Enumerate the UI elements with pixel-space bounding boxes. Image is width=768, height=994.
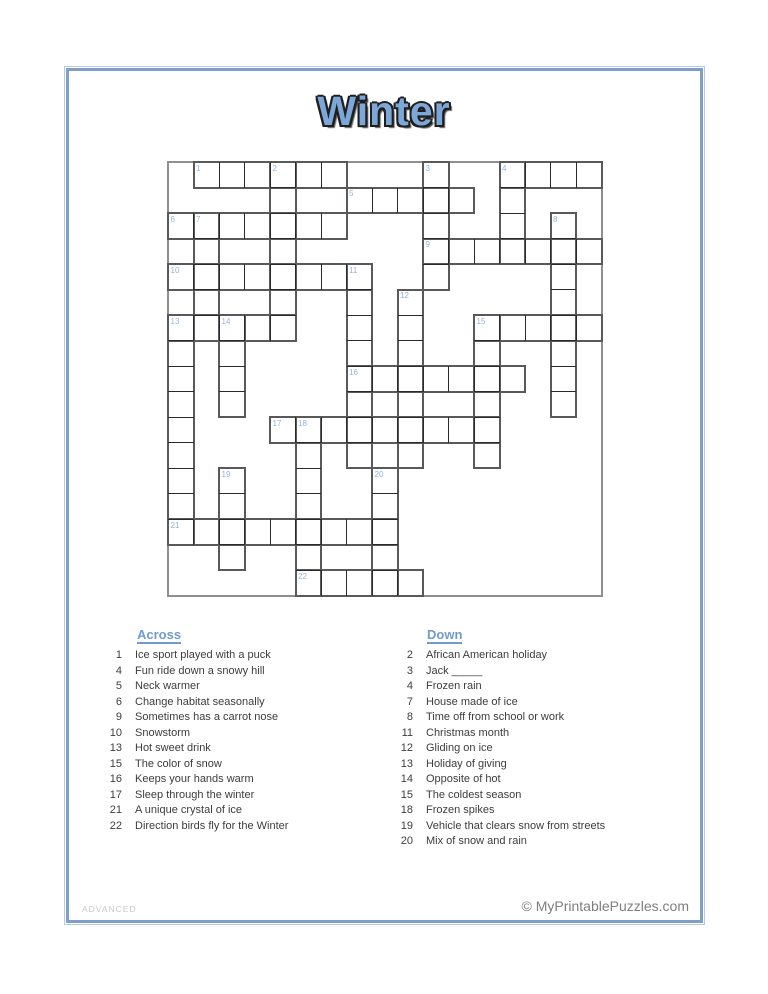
cell-separator xyxy=(551,366,577,367)
cell-number: 14 xyxy=(221,316,231,326)
cell-separator xyxy=(270,315,271,341)
clue-text: Vehicle that clears snow from streets xyxy=(426,819,606,832)
clue-text: Jack _____ xyxy=(426,664,483,677)
cell-separator xyxy=(295,417,296,443)
cell-separator xyxy=(321,213,322,239)
cell-separator xyxy=(270,238,296,239)
cell-separator xyxy=(194,289,220,290)
cell-separator xyxy=(398,366,424,367)
clue-number: 12 xyxy=(400,742,413,754)
cell-separator xyxy=(474,366,500,367)
clue-text: Time off from school or work xyxy=(426,711,565,723)
clue-item xyxy=(387,679,605,695)
cell-separator xyxy=(346,570,347,596)
clue-number: 2 xyxy=(406,649,413,661)
cell-separator xyxy=(194,238,220,239)
clue-number: 19 xyxy=(400,819,413,832)
clue-text: Opposite of hot xyxy=(426,773,501,785)
cell-separator xyxy=(551,315,577,316)
cell-separator xyxy=(525,162,526,188)
cell-separator xyxy=(372,544,398,545)
clue-text: Ice sport played with a puck xyxy=(135,649,271,661)
cell-number: 15 xyxy=(476,316,486,326)
cell-number: 9 xyxy=(425,240,430,249)
cell-number: 10 xyxy=(170,265,180,275)
cell-separator xyxy=(244,213,245,239)
cell-separator xyxy=(270,264,296,265)
cell-separator xyxy=(270,187,296,188)
cell-separator xyxy=(500,213,526,214)
cell-number: 18 xyxy=(298,418,307,428)
cell-separator xyxy=(219,391,245,392)
cell-separator xyxy=(372,188,373,214)
word-outline-across xyxy=(167,518,399,546)
clue-number: 18 xyxy=(400,804,413,816)
clue-text: Holiday of giving xyxy=(426,757,507,770)
cell-separator xyxy=(168,442,194,443)
puzzle-title: Winter xyxy=(317,88,451,134)
clue-number: 10 xyxy=(109,726,122,739)
clue-text: African American holiday xyxy=(426,649,548,661)
cell-separator xyxy=(219,340,245,341)
cell-separator xyxy=(347,442,373,443)
clue-text: Sleep through the winter xyxy=(135,788,255,801)
clue-text: Direction birds fly for the Winter xyxy=(135,819,289,832)
clue-number: 17 xyxy=(109,788,122,801)
clue-item xyxy=(96,788,288,804)
cell-separator xyxy=(372,570,373,596)
clue-number: 14 xyxy=(400,773,413,785)
cell-separator xyxy=(168,391,194,392)
cell-separator xyxy=(398,442,424,443)
cell-separator xyxy=(397,188,398,214)
clue-item xyxy=(387,819,605,835)
cell-separator xyxy=(270,213,271,239)
cell-number: 6 xyxy=(170,214,175,224)
cell-separator xyxy=(499,239,500,265)
cell-separator xyxy=(168,493,194,494)
cell-separator xyxy=(168,417,194,418)
clue-number: 5 xyxy=(115,680,122,692)
cell-separator xyxy=(193,264,194,290)
cell-separator xyxy=(423,417,424,443)
clue-text: House made of ice xyxy=(426,695,518,708)
cell-separator xyxy=(372,417,373,443)
cell-separator xyxy=(219,519,220,545)
cell-separator xyxy=(397,417,398,443)
cell-separator xyxy=(398,417,424,418)
clue-text: Frozen spikes xyxy=(426,804,495,816)
cell-separator xyxy=(423,238,449,239)
cell-separator xyxy=(551,391,577,392)
cell-separator xyxy=(219,493,245,494)
word-outline-down xyxy=(422,161,450,291)
cell-separator xyxy=(397,366,398,392)
cell-separator xyxy=(474,340,500,341)
clue-item xyxy=(387,788,605,804)
clue-number: 9 xyxy=(115,711,122,723)
clue-text: Sometimes has a carrot nose xyxy=(135,711,279,723)
cell-separator xyxy=(321,519,322,545)
cell-number: 12 xyxy=(400,291,409,300)
cell-number: 21 xyxy=(170,520,180,530)
clue-item xyxy=(387,803,605,819)
crossword-grid xyxy=(168,162,602,596)
cell-separator xyxy=(244,519,245,545)
cell-separator xyxy=(474,442,500,443)
cell-separator xyxy=(295,519,296,545)
clue-item xyxy=(387,664,605,680)
clue-item xyxy=(96,741,288,757)
cell-separator xyxy=(270,315,296,316)
word-outline-down xyxy=(193,212,221,342)
word-outline-across xyxy=(346,187,476,215)
cell-separator xyxy=(270,289,296,290)
cell-number: 5 xyxy=(349,189,354,198)
clue-number: 20 xyxy=(400,835,413,847)
cell-separator xyxy=(423,366,424,392)
cell-separator xyxy=(347,340,373,341)
clue-number: 4 xyxy=(115,664,122,677)
cell-separator xyxy=(244,264,245,290)
clue-item xyxy=(96,679,288,695)
cell-separator xyxy=(296,442,322,443)
clue-item xyxy=(387,695,605,711)
clue-item xyxy=(96,664,288,680)
across-clue-list xyxy=(96,648,288,834)
clue-text: Christmas month xyxy=(426,726,510,739)
cell-separator xyxy=(576,239,577,265)
cell-separator xyxy=(347,289,373,290)
cell-separator xyxy=(474,391,500,392)
cell-separator xyxy=(193,315,194,341)
cell-separator xyxy=(499,366,500,392)
cell-number: 2 xyxy=(272,163,277,173)
clue-text: Frozen rain xyxy=(426,680,482,692)
clue-item xyxy=(387,648,605,664)
cell-separator xyxy=(397,570,398,596)
cell-separator xyxy=(219,519,245,520)
cell-separator xyxy=(219,162,220,188)
copyright-label: © MyPrintablePuzzles.com xyxy=(521,898,689,914)
cell-separator xyxy=(321,264,322,290)
cell-separator xyxy=(219,366,245,367)
cell-separator xyxy=(270,213,296,214)
clue-item xyxy=(96,757,288,773)
cell-separator xyxy=(296,493,322,494)
clue-item xyxy=(96,819,288,835)
cell-separator xyxy=(551,289,577,290)
clue-text: Snowstorm xyxy=(135,726,191,739)
cell-separator xyxy=(321,570,322,596)
clue-number: 7 xyxy=(406,695,413,708)
cell-separator xyxy=(296,570,322,571)
cell-separator xyxy=(423,264,449,265)
clue-number: 13 xyxy=(109,742,122,754)
cell-separator xyxy=(448,417,449,443)
cell-separator xyxy=(551,238,577,239)
clue-item xyxy=(96,710,288,726)
clue-item xyxy=(387,757,605,773)
cell-separator xyxy=(474,417,500,418)
clue-item xyxy=(96,695,288,711)
down-heading: Down xyxy=(427,627,463,642)
cell-separator xyxy=(448,188,449,214)
cell-separator xyxy=(219,315,220,341)
cell-separator xyxy=(296,544,322,545)
cell-number: 13 xyxy=(170,316,180,326)
across-heading: Across xyxy=(137,627,182,642)
cell-number: 3 xyxy=(425,163,430,173)
cell-separator xyxy=(168,366,194,367)
cell-separator xyxy=(168,340,194,341)
cell-number: 16 xyxy=(349,367,358,377)
clue-number: 4 xyxy=(406,680,413,692)
cell-number: 20 xyxy=(374,469,384,479)
clue-number: 15 xyxy=(400,788,413,801)
cell-separator xyxy=(347,366,373,367)
clue-number: 13 xyxy=(400,757,413,770)
cell-number: 7 xyxy=(196,214,201,224)
clue-text: The color of snow xyxy=(135,757,222,770)
clue-number: 1 xyxy=(115,649,122,661)
cell-separator xyxy=(550,239,551,265)
clue-item xyxy=(96,772,288,788)
cell-separator xyxy=(219,544,245,545)
word-outline-down xyxy=(371,467,399,597)
cell-separator xyxy=(347,315,373,316)
cell-separator xyxy=(296,519,322,520)
cell-separator xyxy=(295,264,296,290)
clue-text: Change habitat seasonally xyxy=(135,695,265,708)
cell-separator xyxy=(398,391,424,392)
cell-separator xyxy=(193,519,194,545)
cell-separator xyxy=(423,187,449,188)
cell-separator xyxy=(244,315,245,341)
cell-number: 11 xyxy=(349,265,358,275)
cell-separator xyxy=(219,213,220,239)
cell-separator xyxy=(550,162,551,188)
cell-separator xyxy=(295,213,296,239)
clue-text: Keeps your hands warm xyxy=(135,773,254,785)
cell-separator xyxy=(219,264,220,290)
cell-separator xyxy=(296,468,322,469)
cell-separator xyxy=(270,162,271,188)
clue-number: 3 xyxy=(406,664,413,677)
cell-separator xyxy=(423,213,449,214)
clue-item xyxy=(387,834,605,850)
cell-separator xyxy=(346,264,347,290)
cell-separator xyxy=(346,519,347,545)
clue-text: Mix of snow and rain xyxy=(426,835,527,847)
cell-separator xyxy=(295,162,296,188)
cell-separator xyxy=(194,315,220,316)
cell-number: 22 xyxy=(298,571,307,581)
clue-item xyxy=(387,772,605,788)
cell-separator xyxy=(372,519,373,545)
cell-separator xyxy=(168,519,194,520)
clue-number: 21 xyxy=(109,804,122,816)
clue-number: 11 xyxy=(401,726,413,739)
clue-text: Neck warmer xyxy=(135,680,200,692)
cell-separator xyxy=(193,213,194,239)
difficulty-label: ADVANCED xyxy=(82,904,137,914)
cell-separator xyxy=(448,239,449,265)
cell-separator xyxy=(525,239,526,265)
cell-separator xyxy=(321,417,322,443)
cell-separator xyxy=(448,366,449,392)
clue-number: 8 xyxy=(406,711,413,723)
cell-separator xyxy=(372,519,398,520)
cell-separator xyxy=(346,417,347,443)
cell-separator xyxy=(372,570,398,571)
cell-separator xyxy=(550,315,551,341)
clue-item xyxy=(96,803,288,819)
cell-number: 17 xyxy=(272,418,282,428)
cell-number: 1 xyxy=(196,163,201,173)
clue-text: Gliding on ice xyxy=(426,742,493,754)
clue-text: The coldest season xyxy=(426,788,522,801)
down-clue-list xyxy=(387,648,605,850)
cell-separator xyxy=(551,340,577,341)
cell-separator xyxy=(474,239,475,265)
cell-number: 8 xyxy=(553,214,558,224)
cell-separator xyxy=(525,315,526,341)
cell-separator xyxy=(168,468,194,469)
cell-separator xyxy=(347,391,373,392)
cell-separator xyxy=(372,366,373,392)
clue-item xyxy=(96,648,288,664)
word-outline-down xyxy=(167,314,195,546)
clue-item xyxy=(387,741,605,757)
title-area xyxy=(0,88,768,135)
cell-separator xyxy=(194,264,220,265)
cell-separator xyxy=(347,417,373,418)
cell-separator xyxy=(576,315,577,341)
clue-text: A unique crystal of ice xyxy=(135,804,243,816)
cell-number: 19 xyxy=(221,469,231,479)
clue-item xyxy=(96,726,288,742)
cell-separator xyxy=(270,264,271,290)
cell-separator xyxy=(576,162,577,188)
clue-text: Hot sweet drink xyxy=(135,742,211,754)
cell-separator xyxy=(398,315,424,316)
clue-number: 16 xyxy=(109,773,122,785)
clue-item xyxy=(387,726,605,742)
cell-separator xyxy=(244,162,245,188)
clue-number: 6 xyxy=(115,695,122,708)
cell-separator xyxy=(398,340,424,341)
clue-number: 22 xyxy=(109,819,122,832)
cell-separator xyxy=(270,519,271,545)
cell-separator xyxy=(474,366,475,392)
clue-item xyxy=(387,710,605,726)
clue-text: Fun ride down a snowy hill xyxy=(135,664,265,677)
cell-separator xyxy=(372,493,398,494)
cell-separator xyxy=(551,264,577,265)
cell-separator xyxy=(423,188,424,214)
clue-number: 15 xyxy=(109,757,122,770)
cell-separator xyxy=(500,238,526,239)
cell-separator xyxy=(321,162,322,188)
cell-number: 4 xyxy=(502,163,507,173)
cell-separator xyxy=(500,187,526,188)
cell-separator xyxy=(474,417,475,443)
cell-separator xyxy=(499,315,500,341)
